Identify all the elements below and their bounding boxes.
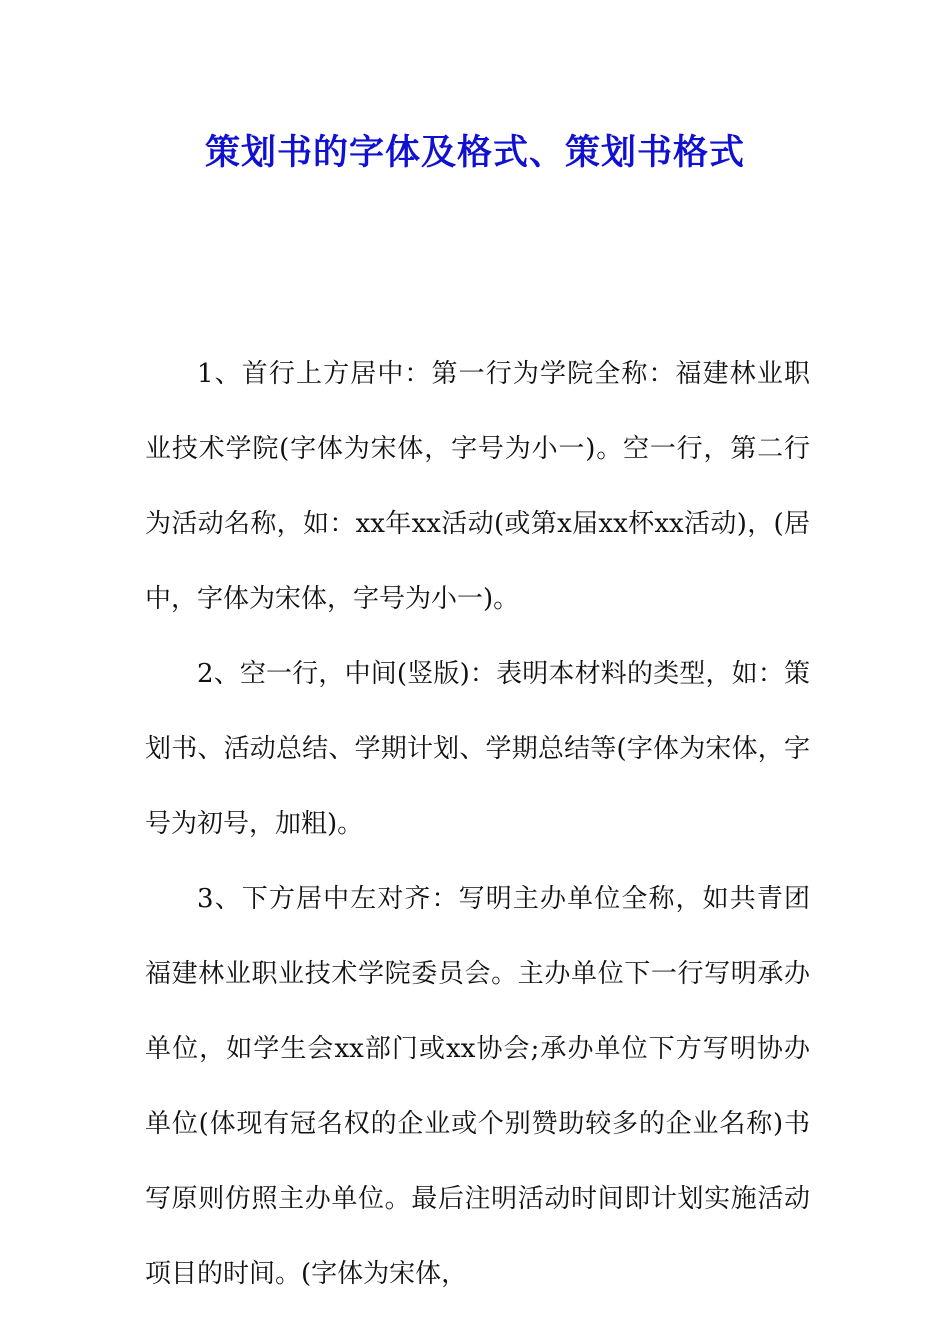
page-title: 策划书的字体及格式、策划书格式	[204, 133, 745, 173]
document-body	[145, 337, 810, 1312]
paragraph-2: 2、空一行，中间(竖版)：表明本材料的类型，如：策划书、活动总结、学期计划、学期总结等(字体为宋体，字号为初号，加粗)。	[145, 659, 810, 839]
paragraph-1: 1、首行上方居中：第一行为学院全称：福建林业职业技术学院(字体为宋体，字号为小一)。空一行，第二行为活动名称，如：xx年xx活动(或第x届xx杯xx活动)，(居中，字体为宋体，字号为小一)。	[145, 359, 810, 614]
paragraph-3: 3、下方居中左对齐：写明主办单位全称，如共青团福建林业职业技术学院委员会。主办单位下一行写明承办单位，如学生会xx部门或xx协会;承办单位下方写明协办单位(体现有冠名权的企业或个别赞助较多的企业名称)书写原则仿照主办单位。最后注明活动时间即计划实施活动项目的时间。(字体为宋体，	[145, 884, 810, 1289]
